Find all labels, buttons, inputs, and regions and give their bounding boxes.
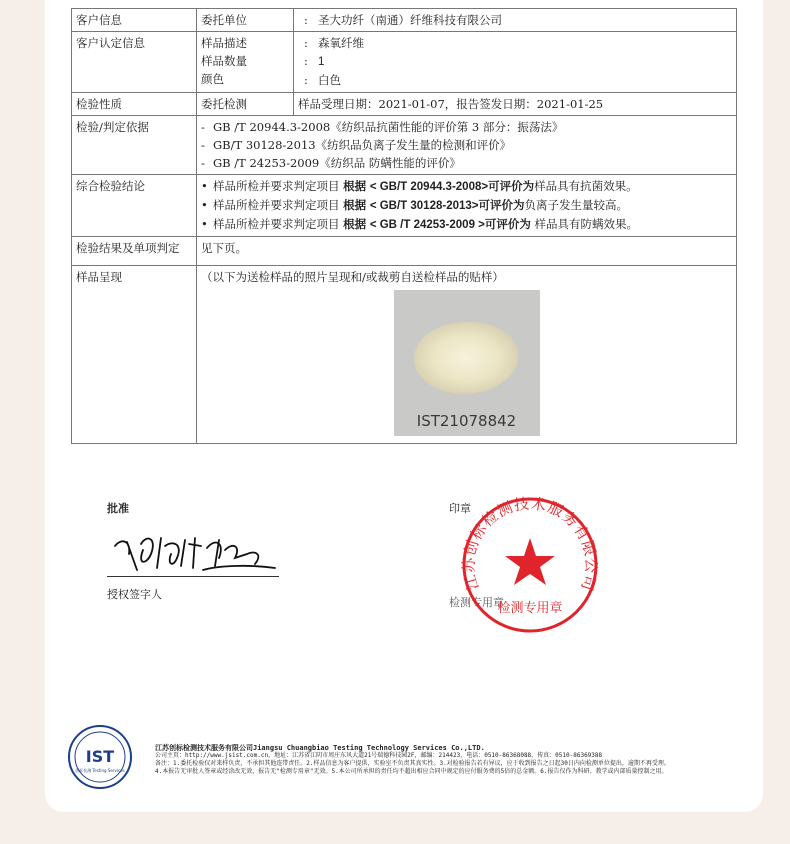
row-label: 检验/判定依据 [72,116,197,175]
field-label: 样品描述 [201,36,247,50]
company-seal [457,492,603,638]
standard-item: GB /T 24253-2009《纺织品 防螨性能的评价》 [213,156,461,170]
ist-logo [67,724,133,790]
field-label: 委托单位 [197,9,294,32]
client-name: 圣大功纤（南通）纤维科技有限公司 [318,13,502,27]
field-label: 样品数量 [201,54,247,68]
signer-caption: 授权签字人 [107,588,162,601]
sample-quantity: 1 [318,56,325,68]
standard-item: GB/T 30128-2013《纺织品负离子发生量的检测和评价》 [213,138,512,152]
sample-photo [394,290,540,436]
seal-block [449,494,609,630]
fiber-sample-image [414,322,518,394]
report-paper [45,0,763,812]
footer-note: 4.本报告无审批人签章或经涂改无效，报告无"检测专用章"无效。5.本公司所承担的责任均不超出相应合同中规定的应付服务费的5倍的总金额。6.报告仅作为科研、教学或内部质量控制之用。 [155,768,668,775]
row-label: 客户认定信息 [72,32,197,93]
footer-title: 江苏创标检测技术服务有限公司Jiangsu Chuangbiao Testing Technology Services Co.,LTD. [155,744,485,752]
photo-id: IST21078842 [416,412,517,430]
seal-label: 印章 [449,502,471,515]
footer-note: 备注：1.委托检验仅对来样负责，不承担其他连带责任。2.样品信息为客户提供，实验室不负责其真实性。3.对检验报告若有异议，应于收到报告之日起30日内向检测单位提出，逾期不再受理。 [155,760,670,767]
field-label: 委托检测 [197,93,294,116]
signature-line [107,576,279,577]
conclusion-item: • 样品所检并要求判定项目 根据 < GB/T 20944.3-2008>可评价为样品具有抗菌效果。 [201,179,638,193]
footer-contact: 公司主页：http://www.jsist.com.cn，地址：江苏省江阴市周庄东风大道21号瑞德科技园2F，邮编：214423，电话：0510-86368088，传真：0510-86369388 [155,752,603,759]
presentation-note: （以下为送检样品的照片呈现和/或裁剪自送检样品的贴样） [201,270,504,284]
field-label: 颜色 [201,72,224,86]
conclusion-item: • 样品所检并要求判定项目 根据 < GB/T 30128-2013>可评价为负离子发生量较高。 [201,198,628,212]
table-row: 客户信息 委托单位 : 圣大功纤（南通）纤维科技有限公司 [72,9,737,32]
svg-text:江苏创标检测技术服务有限公司: 江苏创标检测技术服务有限公司 [459,494,601,594]
table-row [72,237,737,266]
row-label: 客户信息 [72,9,197,32]
table-row: 检验/判定依据 - GB /T 20944.3-2008《纺织品抗菌性能的评价第 3 部分：振荡法》 - GB/T 30128-2013《纺织品负离子发生量的检测和评价》 - GB /T 24253-2009《纺织品 防螨性能的评价》 [72,116,737,175]
results-value: 见下页。 [197,237,737,266]
sample-description: 森氧纤维 [318,36,364,50]
row-label: 样品呈现 [72,266,197,444]
footer [67,722,747,792]
sample-color: 白色 [318,73,341,87]
conclusion-item: • 样品所检并要求判定项目 根据 < GB /T 24253-2009 >可评价为 样品具有防螨效果。 [201,217,639,231]
approve-label: 批准 [107,502,129,515]
signature-block [107,500,287,610]
row-label: 检验性质 [72,93,197,116]
svg-text:检测专用章: 检测专用章 [497,601,563,616]
standard-item: GB /T 20944.3-2008《纺织品抗菌性能的评价第 3 部分：振荡法》 [213,120,564,134]
table-row [72,175,737,237]
handwritten-signature [107,524,277,576]
svg-text:IST: IST [85,747,115,766]
row-label: 检验结果及单项判定 [72,237,197,266]
table-row [72,93,737,116]
report-table [71,8,737,444]
report-dates: 样品受理日期：2021-01-07，报告签发日期：2021-01-25 [294,93,737,116]
table-row [72,266,737,444]
row-label: 综合检验结论 [72,175,197,237]
table-row: 客户认定信息 样品描述 样品数量 颜色 : 森氧纤维 : 1 : 白色 [72,32,737,93]
seal-under-text: 检测专用章 [449,596,504,609]
svg-text:创标检测 Testing Services: 创标检测 Testing Services [75,768,125,773]
